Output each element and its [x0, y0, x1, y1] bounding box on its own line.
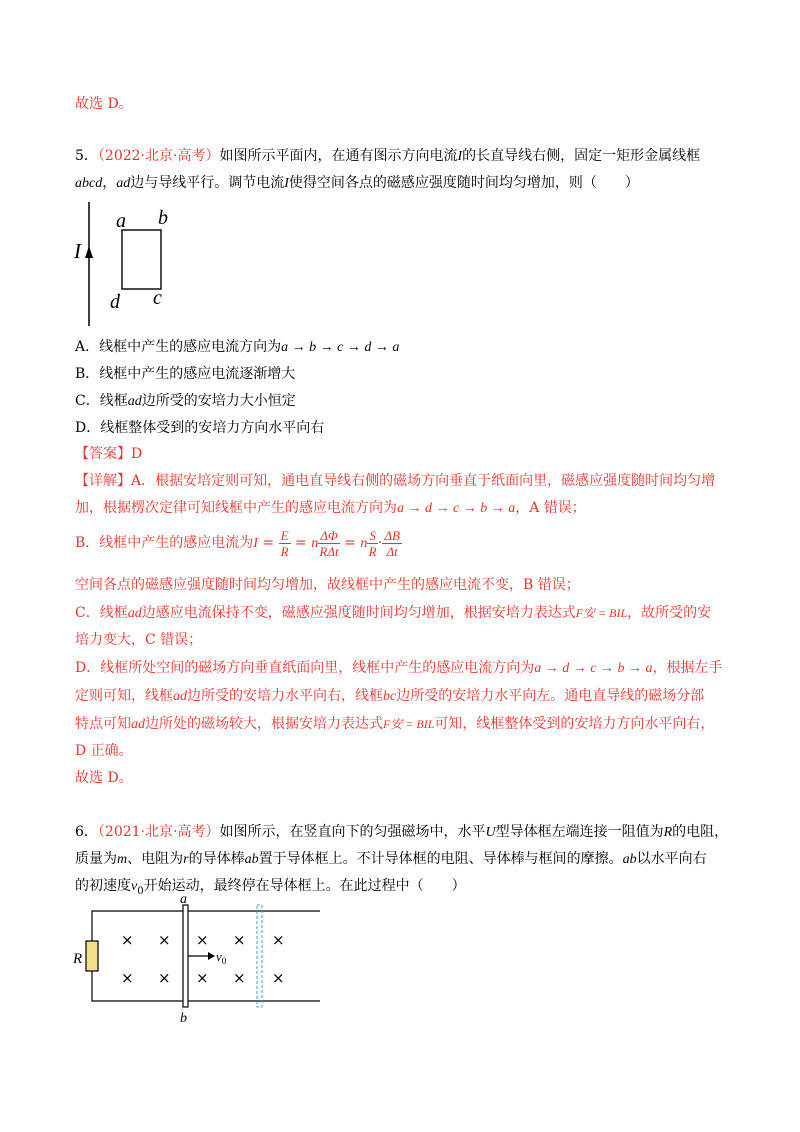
q6-text: 的电阻，	[672, 824, 729, 840]
current-arrow-icon	[85, 246, 93, 258]
rod-final-position	[257, 905, 262, 1007]
q6-text: 以水平向右	[636, 851, 707, 867]
detail-expr: a → d → c → b → a	[534, 661, 653, 676]
q6-text: 的初速度	[75, 878, 131, 894]
eq-fraction	[367, 528, 378, 559]
detail-text: ，故所受的安	[627, 605, 712, 621]
detail-text: ，A 错误；	[515, 500, 586, 516]
q6-var: v	[131, 879, 138, 894]
detail-d-line1	[75, 658, 722, 679]
eq-num: ΔΦ	[320, 527, 338, 543]
q6-var: r	[183, 852, 189, 867]
q6-subscript: 0	[137, 885, 144, 897]
q5-var-abcd: abcd	[75, 176, 103, 191]
option-b-text: B．线框中产生的感应电流逐渐增大	[75, 366, 296, 382]
q6-var: R	[663, 825, 673, 840]
eq-den: RΔt	[319, 543, 339, 559]
q5-stem-line2	[75, 173, 639, 194]
cross-icon: ×	[196, 969, 209, 987]
q5-var-I: I	[457, 149, 463, 164]
option-c[interactable]	[75, 391, 296, 412]
option-c-text: 边所受的安培力大小恒定	[141, 393, 296, 409]
option-a-expr: a → b → c → d → a	[281, 340, 400, 355]
detail-d-line4: D 正确。	[75, 743, 133, 759]
detail-d-line3	[75, 714, 714, 735]
detail-text: 边感应电流保持不变，磁感应强度随时间均匀增加，根据安培力表达式	[141, 605, 576, 621]
detail-b-line2: 空间各点的磁感应强度随时间均匀增加，故线框中产生的感应电流不变，B 错误；	[75, 577, 580, 593]
detail-text: 边所处的磁场较大，根据安培力表达式	[145, 716, 383, 732]
cross-icon: ×	[272, 931, 285, 949]
detail-c-line1	[75, 603, 711, 624]
q5-answer: 【答案】D	[75, 446, 143, 462]
option-a-text: A．线框中产生的感应电流方向为	[75, 339, 282, 355]
label-I: I	[74, 239, 81, 263]
cross-icon: ×	[121, 931, 134, 949]
label-c: c	[153, 287, 162, 309]
q6-source: （2021·北京·高考）	[97, 824, 220, 840]
detail-var: ad	[173, 689, 187, 704]
detail-text: 加，根据楞次定律可知线框中产生的感应电流方向为	[75, 500, 397, 516]
eq-fraction	[318, 528, 340, 559]
detail-d-line2	[75, 686, 704, 707]
detail-text: B．线框中产生的感应电流为	[75, 535, 254, 551]
option-c-var: ad	[127, 394, 142, 409]
q5-stem-text: 的长直导线右侧，固定一矩形金属线框	[462, 148, 701, 164]
q5-stem-text: 如图所示平面内，在通有图示方向电流	[219, 148, 458, 164]
detail-formula: F安 = BIL	[383, 717, 435, 731]
q5-stem-text: ，	[102, 175, 117, 191]
cross-icon: ×	[158, 969, 171, 987]
detail-text: 可知，线框整体受到的安培力方向水平向右，	[434, 716, 715, 732]
q6-var: ab	[622, 852, 637, 867]
cross-icon: ×	[196, 931, 209, 949]
q6-var: U	[485, 825, 496, 840]
option-a[interactable]	[75, 337, 399, 358]
detail-b-equation: B．线框中产生的感应电流为I = $\frac{E}{R}$ = n $\frac{\Delta\Phi}{\text{RΔt}}$ = n $\frac{S}{R}$ · $\frac{\Delta B}{\Delta t}$	[75, 527, 400, 559]
option-b[interactable]	[75, 364, 295, 384]
option-d-text: D．线框整体受到的安培力方向水平向右	[75, 420, 325, 436]
eq-num: S	[369, 527, 376, 543]
detail-var: ad	[131, 717, 145, 732]
q5-conclusion: 故选 D。	[75, 770, 133, 786]
q6-figure	[70, 892, 330, 1026]
q6-text: 如图所示，在竖直向下的匀强磁场中，水平	[219, 824, 486, 840]
q5-source: （2022·北京·高考）	[97, 148, 220, 164]
option-c-text: C．线框	[75, 393, 128, 409]
q6-var: ab	[244, 852, 259, 867]
cross-icon: ×	[121, 969, 134, 987]
q6-stem-line1	[75, 822, 728, 843]
cross-icon: ×	[272, 969, 285, 987]
detail-var: ad	[127, 606, 142, 621]
eq-den: R	[368, 543, 377, 559]
arrowhead-icon	[208, 952, 215, 960]
label-v0: $v_0$	[216, 949, 227, 966]
q6-number: 6．	[75, 824, 98, 840]
detail-text: 特点可知	[75, 716, 131, 732]
option-d[interactable]	[75, 418, 324, 438]
detail-text: D．线框所处空间的磁场方向垂直纸面向里，线框中产生的感应电流方向为	[75, 660, 535, 676]
detail-text: 定则可知，线框	[75, 688, 173, 704]
label-a: a	[180, 892, 187, 907]
eq-var: I	[253, 536, 258, 551]
q5-stem-text: 使得空间各点的磁感应强度随时间均匀增加，则（ ）	[288, 175, 639, 191]
rod-ab	[183, 905, 188, 1007]
cross-icon: ×	[233, 969, 246, 987]
q6-text: 开始运动，最终停在导体框上。在此过程中（ ）	[143, 878, 466, 894]
previous-conclusion: 故选 D。	[75, 96, 133, 112]
q6-stem-line2	[75, 849, 707, 870]
magnetic-field-crosses	[121, 931, 285, 987]
detail-expr: a → d → c → b → a	[397, 501, 516, 516]
eq-fraction	[279, 528, 291, 559]
detail-text: A．根据安培定则可知，通电直导线右侧的磁场方向垂直于纸面向里，磁感应强度随时间均匀增	[131, 473, 716, 489]
eq-var: n	[360, 536, 368, 551]
detail-formula: F安 = BIL	[575, 606, 628, 620]
label-a: a	[116, 210, 126, 232]
eq-fraction	[382, 528, 402, 559]
eq-den: Δt	[386, 543, 398, 559]
eq-num: E	[280, 527, 289, 543]
label-b: b	[158, 207, 168, 229]
label-R: R	[73, 951, 83, 967]
q5-var-I: I	[284, 176, 289, 191]
detail-text: C．线框	[75, 605, 128, 621]
q6-text: 型导体框左端连接一阻值为	[495, 824, 664, 840]
q5-var-ad: ad	[116, 176, 131, 191]
q5-stem-text: 边与导线平行。调节电流	[130, 175, 285, 191]
q6-text: 的导体棒	[188, 851, 245, 867]
detail-a-line2	[75, 498, 586, 519]
eq-var: n	[311, 536, 319, 551]
eq-num: ΔB	[384, 527, 400, 543]
q6-text: 置于导体框上。不计导体框的电阻、导体棒与框间的摩擦。	[258, 851, 623, 867]
eq-den: R	[280, 543, 289, 559]
detail-c-line2: 培力变大，C 错误；	[75, 632, 203, 648]
q5-stem-line1	[75, 146, 700, 167]
q5-figure	[70, 200, 190, 330]
label-d: d	[110, 291, 120, 313]
detail-label: 【详解】	[75, 473, 131, 489]
q5-number: 5．	[75, 148, 98, 164]
detail-text: ，根据左手	[652, 660, 723, 676]
q6-var: m	[117, 852, 128, 867]
label-b: b	[180, 1011, 187, 1026]
detail-var: bc	[383, 689, 397, 704]
detail-a-line1	[75, 471, 715, 491]
q6-text: 质量为	[75, 851, 117, 867]
rectangular-frame	[122, 230, 161, 289]
detail-text: 边所受的安培力水平向右，线框	[187, 688, 383, 704]
detail-text: 边所受的安培力水平向左。通电直导线的磁场分部	[396, 688, 705, 704]
q6-text: 、电阻为	[127, 851, 184, 867]
resistor	[86, 941, 98, 971]
cross-icon: ×	[158, 931, 171, 949]
cross-icon: ×	[233, 931, 246, 949]
